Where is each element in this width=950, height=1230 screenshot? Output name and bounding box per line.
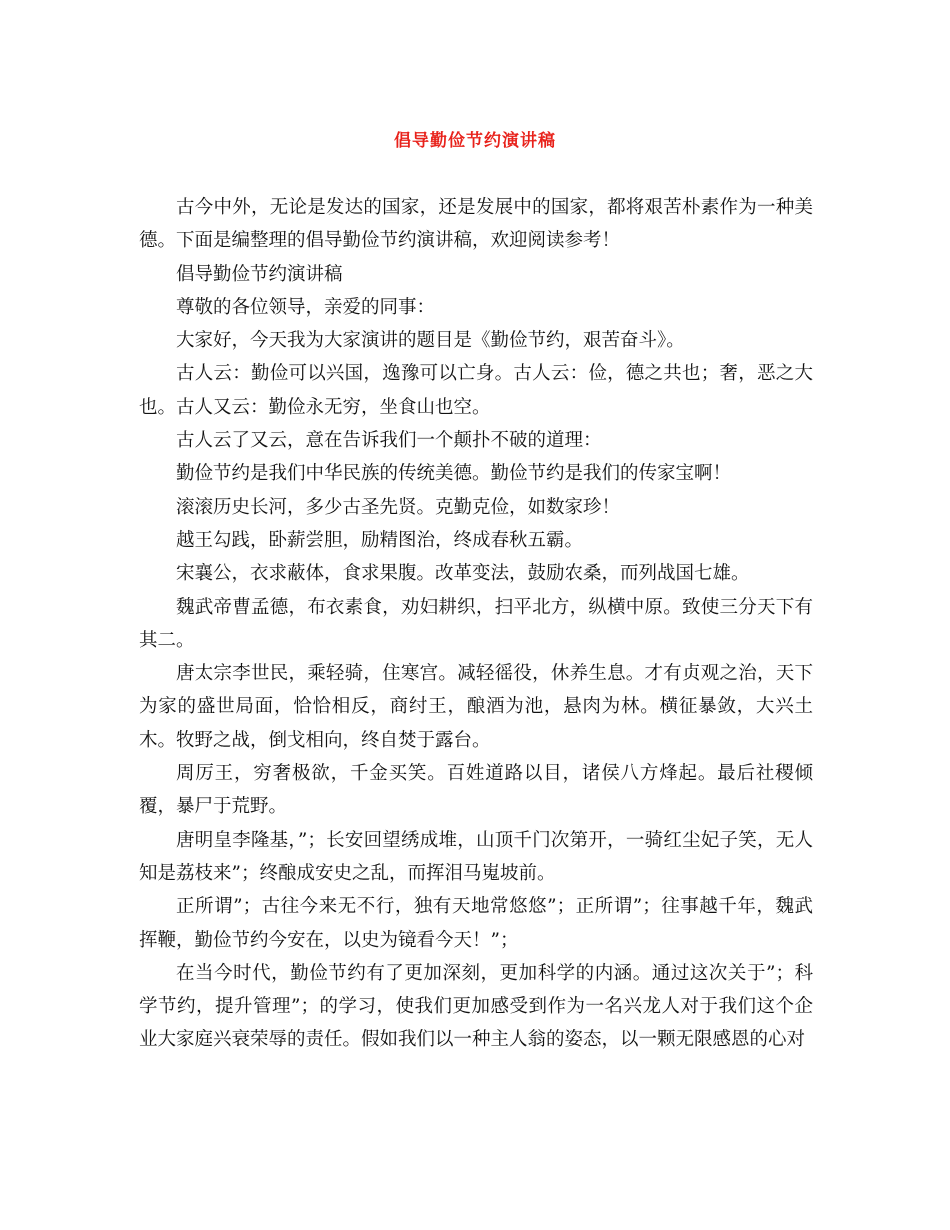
paragraph: 越王勾践，卧薪尝胆，励精图治，终成春秋五霸。 <box>176 529 584 551</box>
paragraph: 古今中外，无论是发达的国家，还是发展中的国家，都将艰苦朴素作为一种美德。下面是编整理的倡导勤俭节约演讲稿，欢迎阅读参考！ <box>139 197 813 252</box>
paragraph: 唐明皇李隆基，”；长安回望绣成堆，山顶千门次第开，一骑红尘妃子笑，无人知是荔枝来”；终酿成安史之乱，而挥泪马嵬坡前。 <box>139 829 813 884</box>
paragraph: 唐太宗李世民，乘轻骑，住寒宫。减轻徭役，休养生息。才有贞观之治，天下为家的盛世局面，恰恰相反，商纣王，酿酒为池，悬肉为林。横征暴敛，大兴土木。牧野之战，倒戈相向，终自焚于露台。 <box>139 663 813 751</box>
document-body <box>139 191 813 1057</box>
paragraph: 周厉王，穷奢极欲，千金买笑。百姓道路以目，诸侯八方烽起。最后社稷倾覆，暴尸于荒野。 <box>139 763 813 818</box>
paragraph: 倡导勤俭节约演讲稿 <box>176 263 343 285</box>
paragraph: 滚滚历史长河，多少古圣先贤。克勤克俭，如数家珍！ <box>176 496 621 518</box>
paragraph: 尊敬的各位领导，亲爱的同事： <box>176 296 436 318</box>
paragraph: 古人云：勤俭可以兴国，逸豫可以亡身。古人云：俭，德之共也；奢，恶之大也。古人又云：勤俭永无穷，坐食山也空。 <box>139 363 813 418</box>
paragraph: 古人云了又云，意在告诉我们一个颠扑不破的道理： <box>176 430 602 452</box>
document-title: 倡导勤俭节约演讲稿 <box>394 131 556 151</box>
paragraph: 魏武帝曹孟德，布衣素食，劝妇耕织，扫平北方，纵横中原。致使三分天下有其二。 <box>139 596 813 651</box>
paragraph: 正所谓”；古往今来无不行，独有天地常悠悠”；正所谓”；往事越千年，魏武挥鞭，勤俭节约今安在，以史为镜看今天！”； <box>139 896 813 951</box>
paragraph: 大家好，今天我为大家演讲的题目是《勤俭节约，艰苦奋斗》。 <box>176 330 685 352</box>
paragraph: 宋襄公，衣求蔽体，食求果腹。改革变法，鼓励农桑，而列战国七雄。 <box>176 563 750 585</box>
paragraph: 勤俭节约是我们中华民族的传统美德。勤俭节约是我们的传家宝啊！ <box>176 463 732 485</box>
paragraph: 在当今时代，勤俭节约有了更加深刻，更加科学的内涵。通过这次关于”；科学节约，提升管理”；的学习，使我们更加感受到作为一名兴龙人对于我们这个企业大家庭兴衰荣辱的责任。假如我们以一种主人翁的姿态，以一颗无限感恩的心对 <box>139 962 813 1051</box>
